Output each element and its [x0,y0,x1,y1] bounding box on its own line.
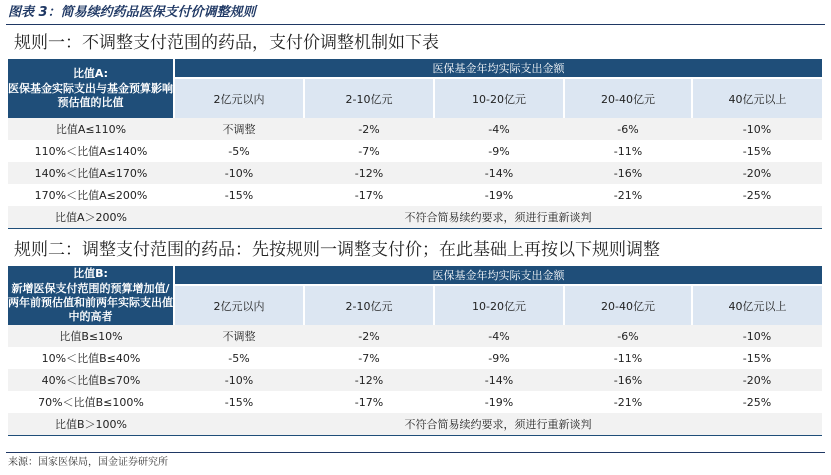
table-row [8,162,822,184]
renegotiation-note: 不符合简易续约要求，须进行重新谈判 [174,206,822,229]
table-cell: -12% [304,369,434,391]
table-cell: -20% [692,369,822,391]
row-label: 比值A＞200% [8,206,174,229]
row-label: 10%＜比值B≤40% [8,347,174,369]
rule2-column-header: 2-10亿元 [304,285,434,325]
table-cell: -12% [304,162,434,184]
table-cell: -6% [564,325,692,347]
title-divider [6,24,825,25]
rule2-corner-title: 比值B: [73,267,108,280]
table-row [8,140,822,162]
source-divider [6,452,825,453]
rule1-group-header: 医保基金年均实际支出金额 [174,59,822,78]
table-row [8,369,822,391]
table-row [8,206,822,229]
row-label: 70%＜比值B≤100% [8,391,174,413]
table-row [8,413,822,436]
row-label: 40%＜比值B≤70% [8,369,174,391]
row-label: 110%＜比值A≤140% [8,140,174,162]
table-cell: -2% [304,118,434,140]
table-cell: 不调整 [174,118,304,140]
rule2-column-header: 10-20亿元 [434,285,564,325]
table-cell: -2% [304,325,434,347]
rule2-column-header: 2亿元以内 [174,285,304,325]
table-cell: -17% [304,391,434,413]
table-cell: -16% [564,369,692,391]
row-label: 比值B≤10% [8,325,174,347]
rule2-corner-header [8,266,174,325]
table-cell: -19% [434,391,564,413]
table-cell: -17% [304,184,434,206]
rule1-table [8,59,822,229]
row-label: 比值B＞100% [8,413,174,436]
rule2-corner-desc: 新增医保支付范围的预算增加值/两年前预估值和前两年实际支出值中的高者 [8,282,173,323]
table-cell: -20% [692,162,822,184]
table-row [8,391,822,413]
rule1-corner-title: 比值A: [72,67,109,80]
rule1-column-header: 2-10亿元 [304,78,434,118]
table-cell: -14% [434,369,564,391]
table-row [8,184,822,206]
table-row [8,347,822,369]
table-cell: -7% [304,140,434,162]
table-row [8,325,822,347]
table-cell: -10% [174,369,304,391]
rule1-column-header: 40亿元以上 [692,78,822,118]
rule2-group-header: 医保基金年均实际支出金额 [174,266,822,285]
table-cell: -4% [434,325,564,347]
table-cell: -19% [434,184,564,206]
table-cell: -15% [174,184,304,206]
table-cell: -9% [434,347,564,369]
table-cell: -4% [434,118,564,140]
renegotiation-note: 不符合简易续约要求，须进行重新谈判 [174,413,822,436]
table-cell: -10% [692,325,822,347]
row-label: 比值A≤110% [8,118,174,140]
table-cell: -25% [692,391,822,413]
table-cell: -21% [564,184,692,206]
table-cell: -7% [304,347,434,369]
table-cell: -11% [564,347,692,369]
table-cell: -14% [434,162,564,184]
table-cell: -6% [564,118,692,140]
row-label: 170%＜比值A≤200% [8,184,174,206]
table-cell: -15% [174,391,304,413]
rule2-table [8,266,822,436]
rule1-column-header: 10-20亿元 [434,78,564,118]
rule1-corner-header [8,59,174,118]
table-cell: -10% [174,162,304,184]
row-label: 140%＜比值A≤170% [8,162,174,184]
table-row [8,118,822,140]
table-cell: -15% [692,347,822,369]
table-cell: -9% [434,140,564,162]
rule1-column-header: 20-40亿元 [564,78,692,118]
rule1-corner-desc: 医保基金实际支出与基金预算影响预估值的比值 [8,82,173,109]
table-cell: -15% [692,140,822,162]
table-cell: 不调整 [174,325,304,347]
table-cell: -21% [564,391,692,413]
source-note: 来源：国家医保局，国金证券研究所 [8,457,168,468]
rule1-heading: 规则一：不调整支付范围的药品，支付价调整机制如下表 [14,33,439,53]
figure-title: 图表 3：简易续约药品医保支付价调整规则 [8,5,256,20]
table-cell: -10% [692,118,822,140]
rule2-heading: 规则二：调整支付范围的药品：先按规则一调整支付价；在此基础上再按以下规则调整 [14,240,660,260]
rule2-column-header: 40亿元以上 [692,285,822,325]
rule2-column-header: 20-40亿元 [564,285,692,325]
table-cell: -5% [174,347,304,369]
rule1-column-header: 2亿元以内 [174,78,304,118]
table-cell: -11% [564,140,692,162]
table-cell: -5% [174,140,304,162]
table-cell: -16% [564,162,692,184]
table-cell: -25% [692,184,822,206]
